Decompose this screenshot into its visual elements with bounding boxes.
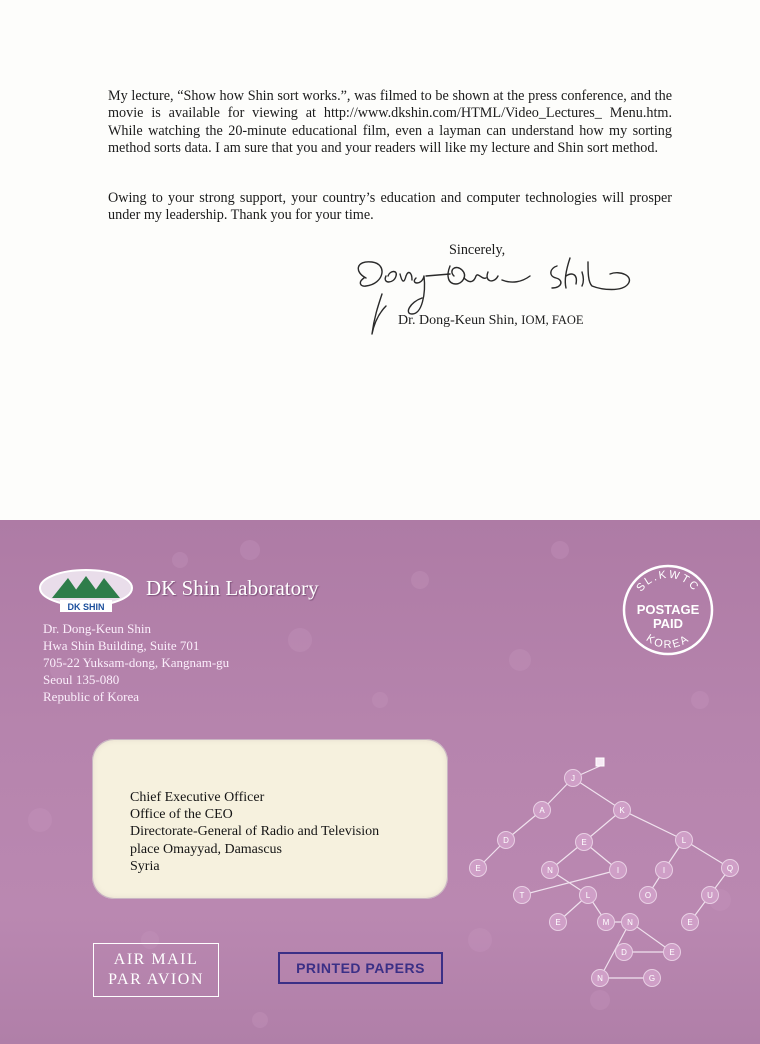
tree-node — [576, 834, 593, 851]
tree-node — [614, 802, 631, 819]
airmail-line-2: PAR AVION — [108, 971, 204, 988]
tree-node — [550, 914, 567, 931]
tree-node-label: N — [547, 866, 553, 875]
sender-line: Dr. Dong-Keun Shin — [43, 621, 151, 636]
signer-credentials: IOM, FAOE — [521, 313, 584, 327]
tree-node-label: I — [662, 866, 666, 875]
recipient-line: Directorate-General of Radio and Television — [130, 824, 380, 840]
tree-node-label: D — [503, 836, 509, 845]
recipient-address — [130, 789, 379, 875]
tree-node — [470, 860, 487, 877]
tree-node-label: N — [597, 974, 603, 983]
tree-node — [534, 802, 551, 819]
tree-node-label: D — [621, 948, 627, 957]
tree-node — [664, 944, 681, 961]
tree-node-label: E — [687, 918, 693, 927]
letter-paragraph-2: Owing to your strong support, your country’s education and computer technologies will prosper under my leadership. Thank you for your time. — [108, 190, 672, 224]
tree-node — [580, 887, 597, 904]
tree-node — [622, 914, 639, 931]
letter-paragraph-1: My lecture, “Show how Shin sort works.”, was filmed to be shown at the press conference, and the movie is available for viewing at http://www.dkshin.com/HTML/Video_Lectures_ Menu.htm. While watching the 20-minute educational film, even a layman can understand how my sorting method sorts data. I am sure that you and your readers will like my lecture and Shin sort method. — [108, 88, 672, 157]
sender-line: Republic of Korea — [43, 689, 140, 704]
tree-node — [498, 832, 515, 849]
tree-node-label: E — [555, 918, 561, 927]
tree-node — [542, 862, 559, 879]
tree-node-label: E — [669, 948, 675, 957]
tree-node-label: A — [539, 806, 545, 815]
dk-shin-logo — [38, 568, 134, 614]
stamp-top-text: SL.KWTC — [634, 568, 702, 595]
recipient-line: Office of the CEO — [130, 807, 233, 823]
tree-node-label: O — [644, 891, 652, 900]
tree-node — [676, 832, 693, 849]
tree-node-label: E — [475, 864, 481, 873]
tree-node — [610, 862, 627, 879]
sender-address — [43, 620, 229, 705]
sender-line: Hwa Shin Building, Suite 701 — [43, 638, 200, 653]
tree-node-label: L — [585, 891, 591, 900]
tree-node — [598, 914, 615, 931]
sender-line: Seoul 135-080 — [43, 672, 120, 687]
tree-node — [640, 887, 657, 904]
sender-line: 705-22 Yuksam-dong, Kangnam-gu — [43, 655, 230, 670]
tree-node-label: J — [571, 774, 575, 783]
tree-node-label: U — [707, 891, 713, 900]
tree-node — [565, 770, 582, 787]
tree-node-label: I — [616, 866, 620, 875]
recipient-line: place Omayyad, Damascus — [130, 841, 282, 857]
postage-paid-stamp — [620, 562, 716, 658]
stamp-bottom-text: KOREA — [643, 632, 693, 652]
logo-text: DK SHIN — [67, 602, 105, 612]
signer-name: Dr. Dong-Keun Shin, — [398, 313, 518, 328]
tree-node-label: G — [648, 974, 656, 983]
lab-name: DK Shin Laboratory — [146, 576, 319, 600]
handwritten-signature — [352, 254, 637, 344]
recipient-line: Chief Executive Officer — [130, 790, 265, 805]
stamp-line-2: PAID — [652, 616, 684, 631]
tree-root-marker — [596, 758, 604, 766]
tree-node — [702, 887, 719, 904]
tree-node-label: T — [519, 891, 525, 900]
envelope — [0, 520, 760, 1044]
tree-node — [616, 944, 633, 961]
tree-node-label: N — [627, 918, 633, 927]
address-window — [92, 739, 448, 899]
svg-text:KOREA — [644, 632, 692, 651]
tree-node-label: Q — [726, 864, 734, 873]
tree-node-label: E — [581, 838, 587, 847]
tree-node-label: M — [602, 918, 610, 927]
tree-node-label: K — [619, 806, 625, 815]
printed-papers-stamp: PRINTED PAPERS — [278, 952, 443, 984]
airmail-line-1: AIR MAIL — [113, 951, 199, 968]
tree-node — [722, 860, 739, 877]
tree-node — [644, 970, 661, 987]
air-mail-label — [93, 943, 219, 997]
sort-tree-illustration — [460, 730, 760, 1020]
tree-node — [592, 970, 609, 987]
recipient-line: Syria — [130, 858, 160, 874]
tree-edge — [622, 810, 684, 840]
tree-node-label: L — [681, 836, 687, 845]
tree-edge — [522, 870, 618, 895]
tree-node — [682, 914, 699, 931]
letter-closing: Sincerely, — [449, 242, 506, 258]
signer-block — [398, 313, 584, 329]
letter-page — [0, 0, 760, 520]
stamp-line-1: POSTAGE — [636, 602, 700, 617]
tree-node — [514, 887, 531, 904]
tree-node — [656, 862, 673, 879]
